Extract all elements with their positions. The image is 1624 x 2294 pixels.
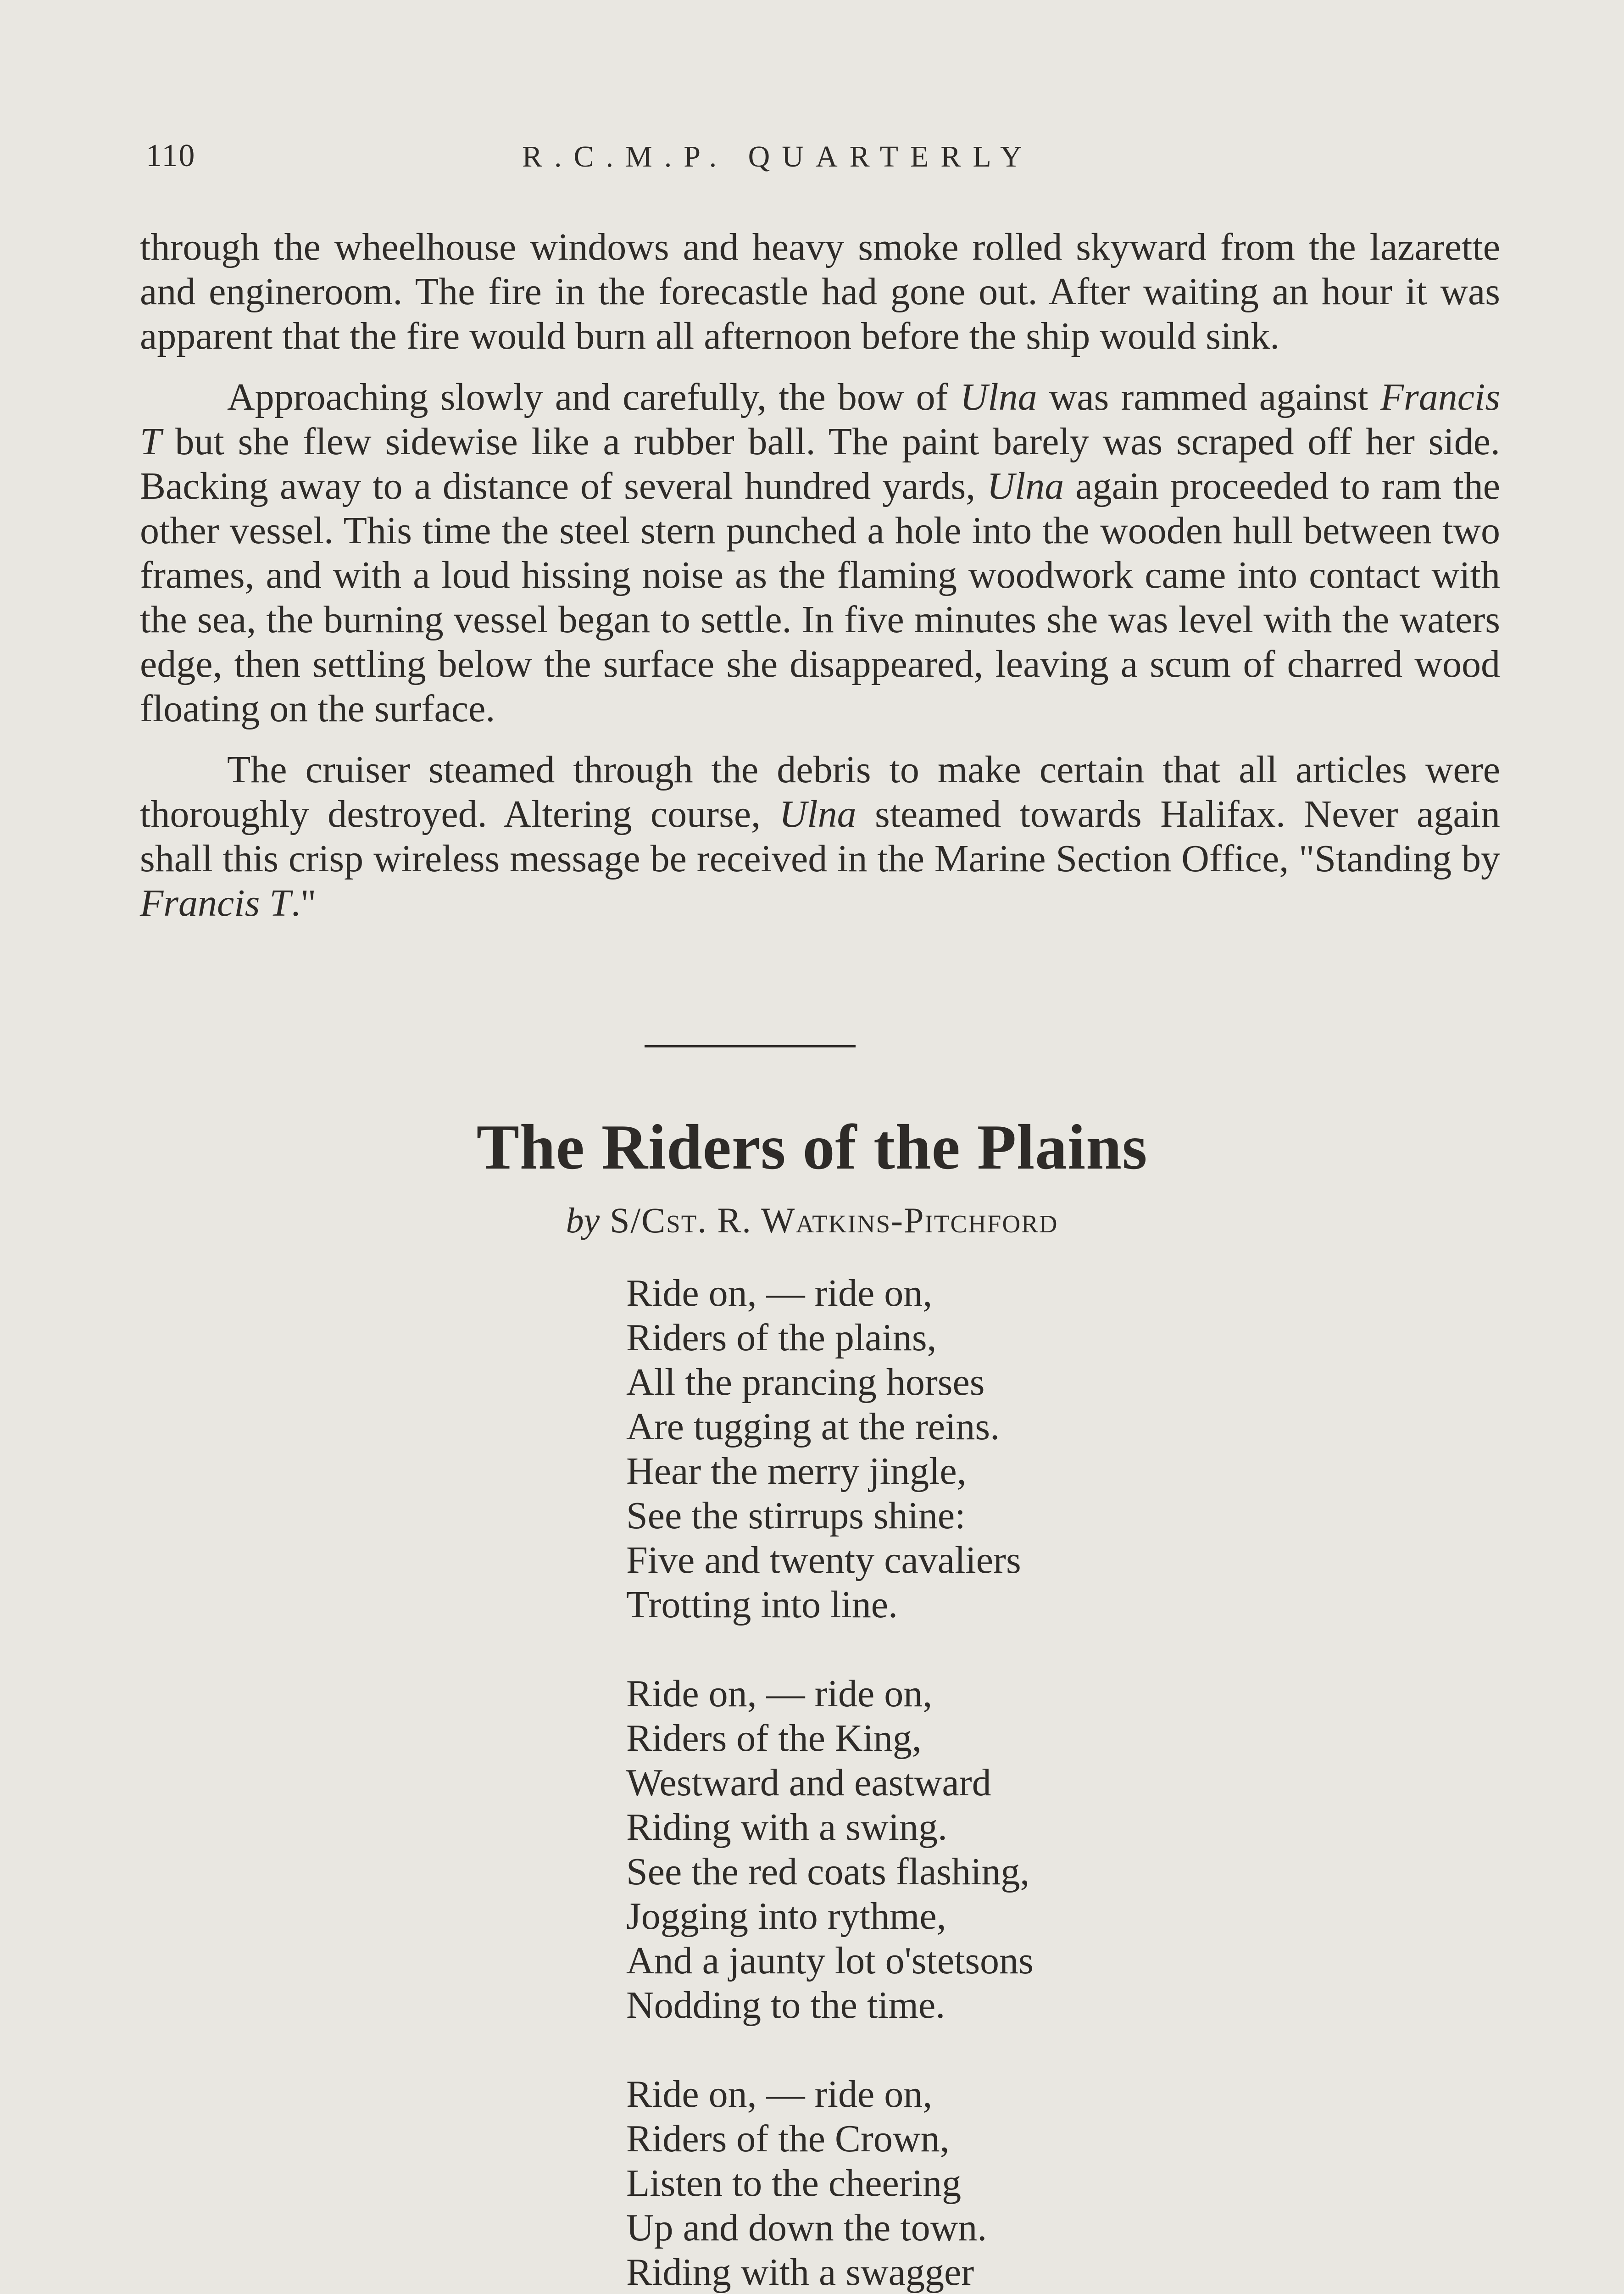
verse-line: Ride on, — ride on, [626, 1272, 933, 1314]
stanza-3 [626, 2072, 1268, 2294]
paragraph-3 [140, 747, 1500, 925]
verse-line: Riders of the Crown, [626, 2117, 950, 2160]
verse-line: Riders of the King, [626, 1717, 922, 1759]
verse-line: Ride on, — ride on, [626, 1672, 933, 1715]
ship-name-ulna: Ulna [960, 376, 1037, 418]
verse-line: Westward and eastward [626, 1761, 991, 1804]
verse-line: Jogging into rythme, [626, 1895, 946, 1938]
paragraph-3-text: The cruiser steamed through the debris to make certain that all articles were thoroughly destroyed. Altering course, [140, 748, 1500, 835]
paragraph-2-text: but she flew sidewise like a rubber ball. The paint barely was scraped off her side. Backing away to a distance of several hundred yards, [140, 420, 1500, 507]
verse-line: See the stirrups shine: [626, 1494, 966, 1537]
stanza-2 [626, 1671, 1268, 2027]
verse-line: Up and down the town. [626, 2206, 987, 2249]
byline-prefix: by [566, 1200, 600, 1240]
verse-line: And a jaunty lot o'stetsons [626, 1939, 1034, 1982]
verse-line: Listen to the cheering [626, 2162, 962, 2205]
verse-line: See the red coats flashing, [626, 1850, 1030, 1893]
running-title: R.C.M.P. QUARTERLY [522, 140, 1034, 173]
page-number: 110 [146, 138, 196, 173]
paragraph-2-text: was rammed against [1037, 376, 1380, 418]
verse-line: Five and twenty cavaliers [626, 1539, 1021, 1581]
poem-byline [0, 1200, 1624, 1241]
section-divider [645, 1045, 856, 1047]
verse-line: Riding with a swagger [626, 2251, 974, 2294]
poem-title: The Riders of the Plains [476, 1112, 1148, 1183]
poem-body [626, 1271, 1268, 2294]
verse-line: Are tugging at the reins. [626, 1405, 1000, 1448]
ship-name-francis-t: Francis T [140, 376, 1501, 463]
verse-line: Hear the merry jingle, [626, 1450, 967, 1492]
paragraph-2 [140, 375, 1500, 731]
paragraph-3-text: steamed towards Halifax. Never again shall this crisp wireless message be received in the Marine Section Office, "Standing by [140, 793, 1500, 880]
verse-line: Riders of the plains, [626, 1316, 937, 1359]
paragraph-3-text: ." [291, 882, 317, 924]
paragraph-2-text: again proceeded to ram the other vessel. This time the steel stern punched a hole into the wooden hull between two frames, and with a loud hissing noise as the flaming woodwork came into contact with the sea, the burning vessel began to settle. In five minutes she was level with the waters edge, then settling below the surface she disappeared, leaving a scum of charred wood floating on the surface. [140, 465, 1500, 730]
article-continuation [140, 225, 1500, 942]
verse-line: All the prancing horses [626, 1361, 985, 1403]
poem-author: S/Cst. R. Watkins-Pitchford [610, 1200, 1058, 1240]
paragraph-1-text: through the wheelhouse windows and heavy smoke rolled skyward from the lazarette and engineroom. The fire in the forecastle had gone out. After waiting an hour it was apparent that the fire would burn all afternoon before the ship would sink. [140, 226, 1500, 357]
paragraph-1 [140, 225, 1500, 358]
verse-line: Nodding to the time. [626, 1984, 945, 2027]
verse-line: Trotting into line. [626, 1583, 898, 1626]
paragraph-2-text: Approaching slowly and carefully, the bow of [227, 376, 960, 418]
verse-line: Riding with a swing. [626, 1806, 948, 1849]
stanza-1 [626, 1271, 1268, 1627]
page-header [146, 138, 1500, 188]
ship-name-francis-t: Francis T [140, 882, 291, 924]
ship-name-ulna: Ulna [779, 793, 856, 835]
verse-line: Ride on, — ride on, [626, 2073, 933, 2116]
ship-name-ulna: Ulna [987, 465, 1064, 507]
